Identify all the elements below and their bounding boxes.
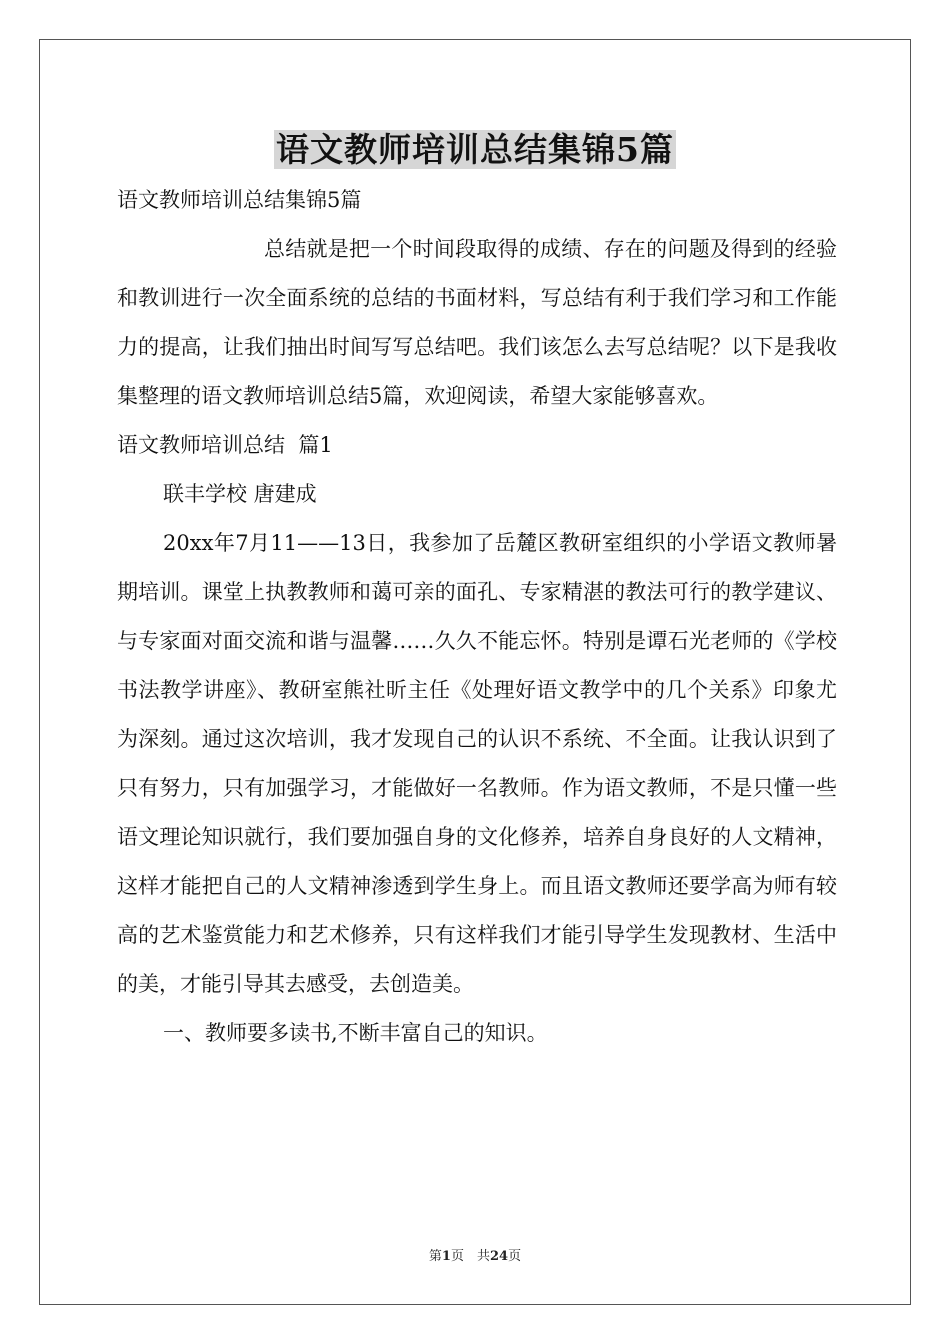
- page-footer: [0, 1245, 950, 1264]
- footer-page-suffix: 页: [508, 1249, 522, 1264]
- body-paragraph: 20xx年7月11——13日，我参加了岳麓区教研室组织的小学语文教师暑期培训。课堂上执教教师和蔼可亲的面孔、专家精湛的教法可行的教学建议、与专家面对面交流和谐与温馨……久久不能忘怀。特别是谭石光老师的《学校书法教学讲座》、教研室熊社昕主任《处理好语文教学中的几个关系》印象尤为深刻。通过这次培训，我才发现自己的认识不系统、不全面。让我认识到了只有努力，只有加强学习，才能做好一名教师。作为语文教师，不是只懂一些语文理论知识就行，我们要加强自身的文化修养，培养自身良好的人文精神，这样才能把自己的人文精神渗透到学生身上。而且语文教师还要学高为师有较高的艺术鉴赏能力和艺术修养，只有这样我们才能引导学生发现教材、生活中的美，才能引导其去感受，去创造美。: [117, 531, 837, 996]
- footer-total-pages: 24: [489, 1249, 509, 1264]
- document-subtitle: 语文教师培训总结集锦5篇: [117, 188, 362, 212]
- footer-page-number: 1: [441, 1249, 451, 1264]
- document-body: [117, 176, 837, 1058]
- author-line: 联丰学校 唐建成: [163, 482, 317, 506]
- footer-page-prefix: 第: [428, 1249, 442, 1264]
- footer-page-mid: 页 共: [450, 1249, 490, 1264]
- document-title: [0, 128, 950, 172]
- document-title-text: 语文教师培训总结集锦5篇: [276, 130, 674, 169]
- point-heading: 一、教师要多读书,不断丰富自己的知识。: [163, 1021, 548, 1045]
- intro-paragraph: 总结就是把一个时间段取得的成绩、存在的问题及得到的经验和教训进行一次全面系统的总结的书面材料，写总结有利于我们学习和工作能力的提高，让我们抽出时间写写总结吧。我们该怎么去写总结呢？以下是我收集整理的语文教师培训总结5篇，欢迎阅读，希望大家能够喜欢。: [117, 237, 837, 408]
- section-heading: 语文教师培训总结 篇1: [117, 433, 333, 457]
